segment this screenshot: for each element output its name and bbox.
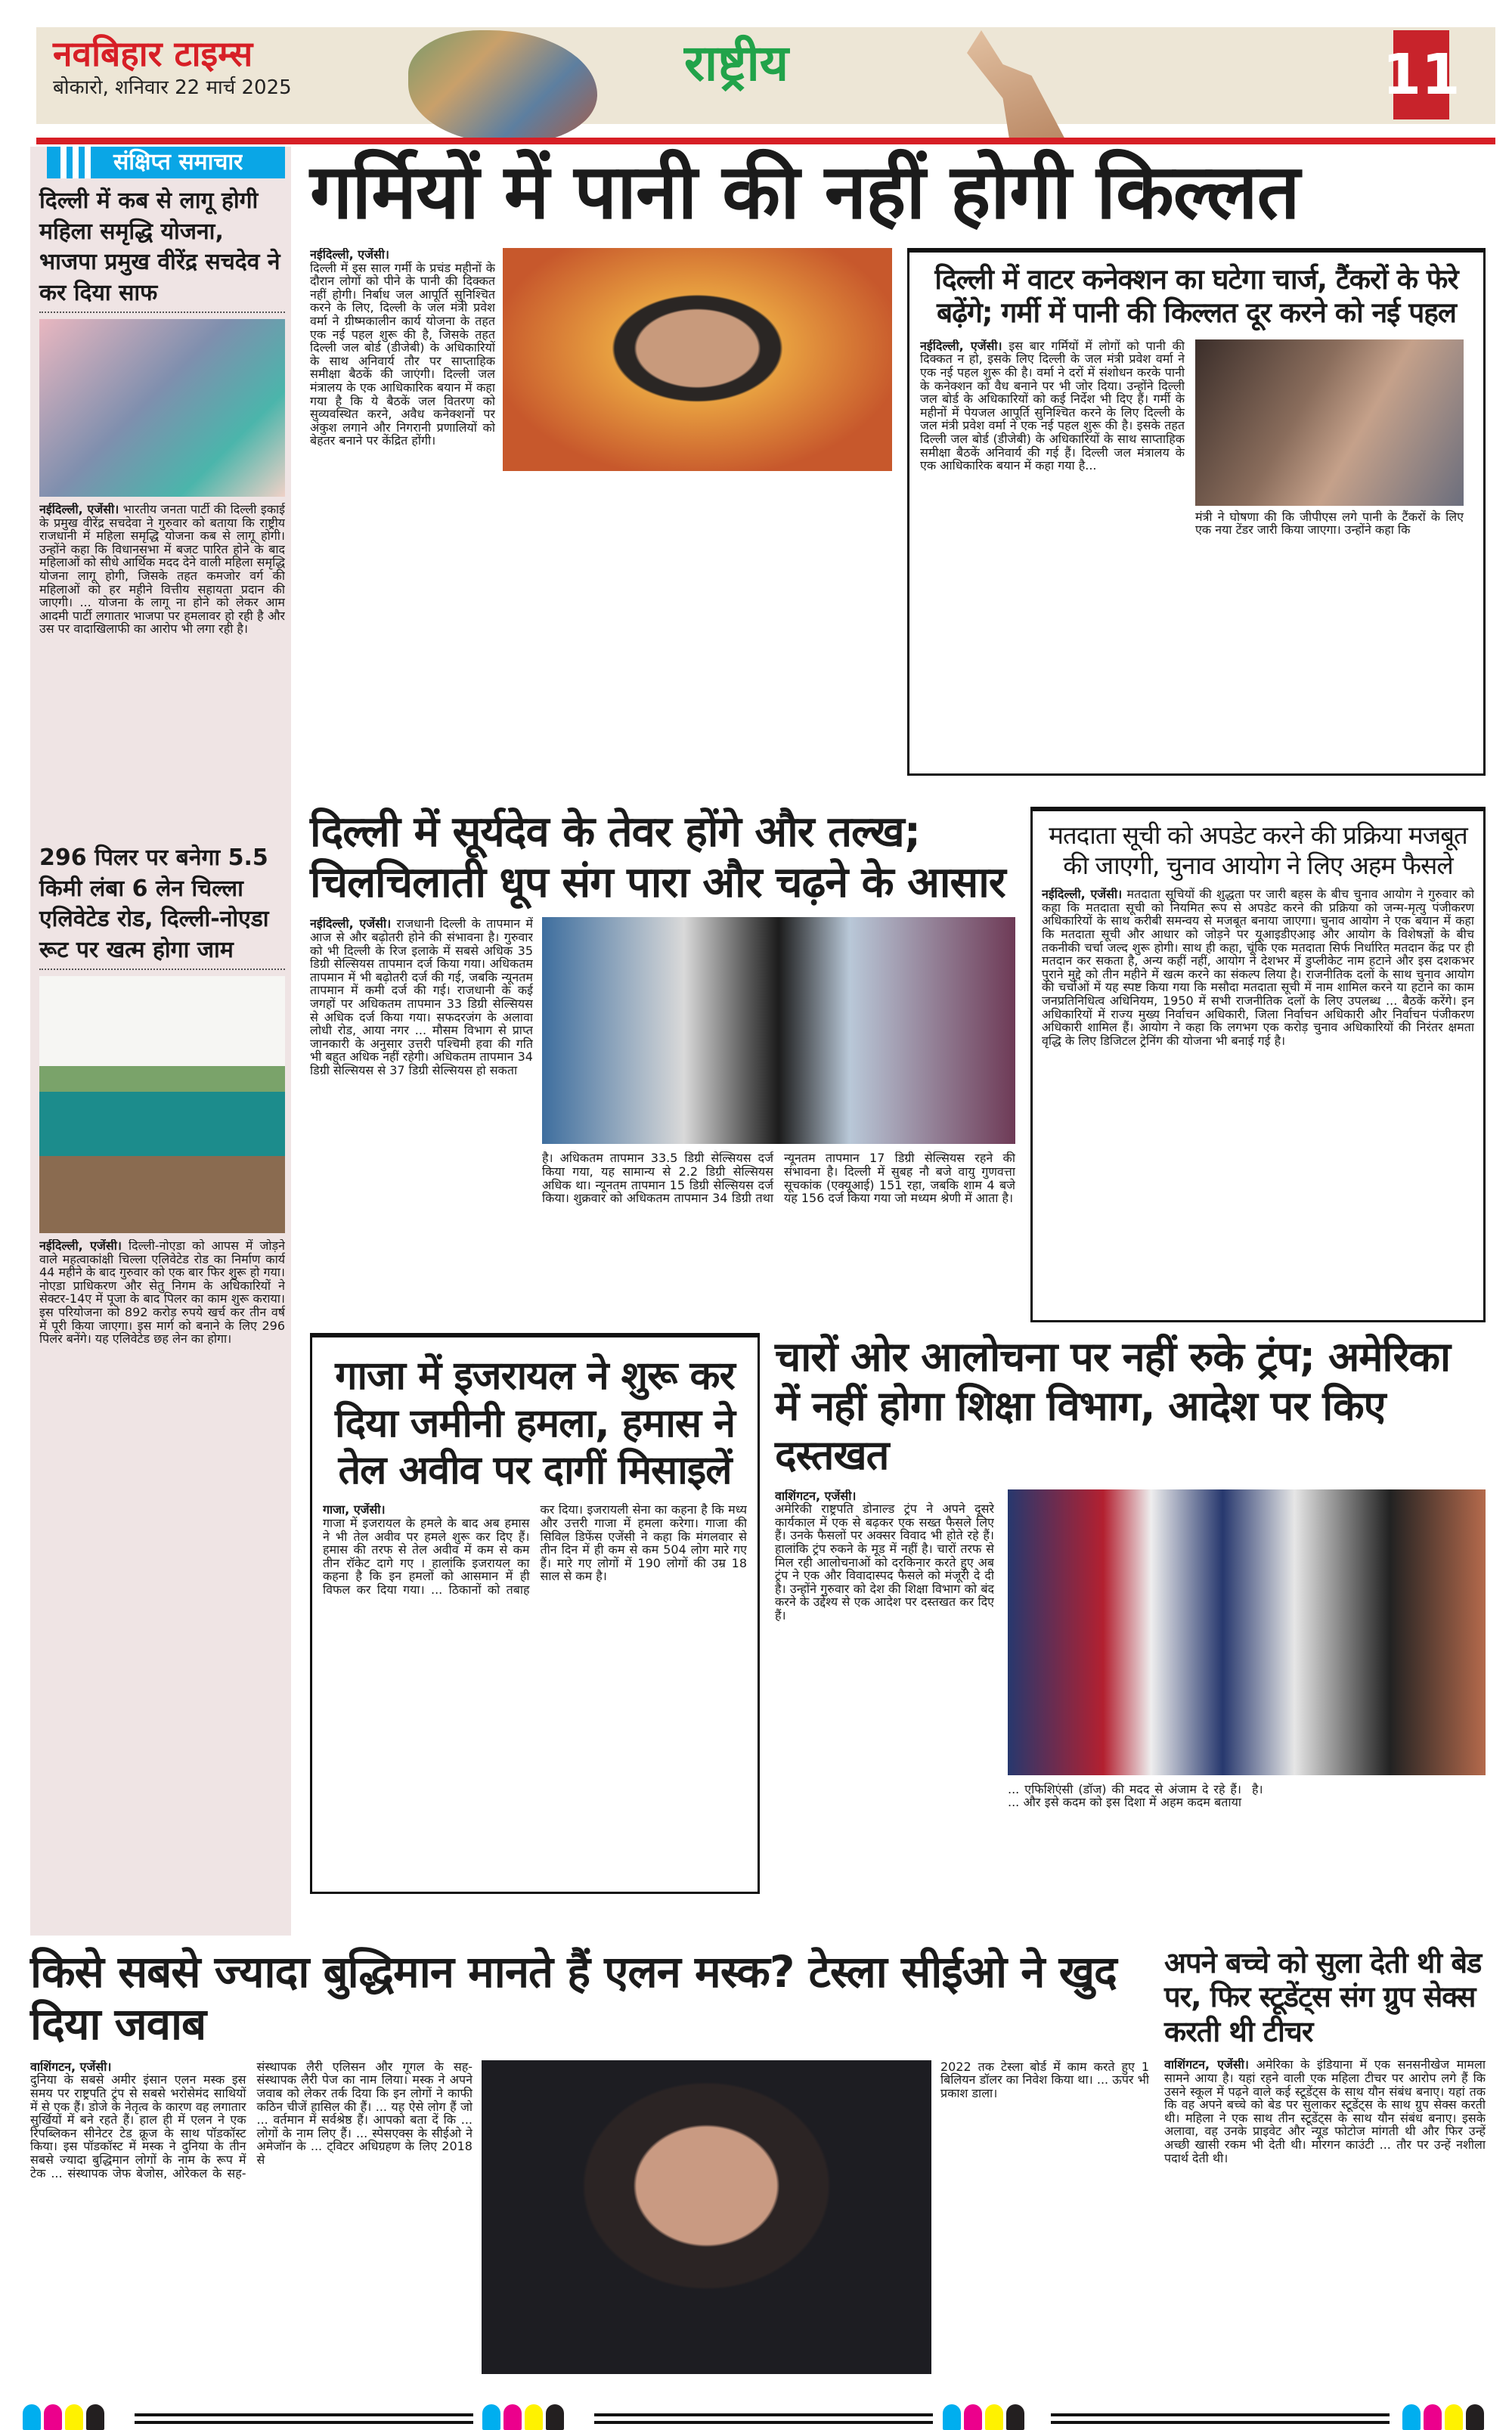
brief-body: दिल्ली-नोएडा को आपस में जोड़ने वाले महत्वाकांक्षी चिल्ला एलिवेटेड रोड का निर्माण कार्य 44 महीने के बाद गुरुवार को एक बार फिर शुरू हो गया। नोएडा प्राधिकरण और सेतु निगम के अधिकारियों ने सेक्टर-14ए में पूजा के बाद पिलर का काम शुरू कराया। इस परियोजना को 892 करोड़ रुपये खर्च कर तीन वर्ष में पूरी किया जाएगा। इस मार्ग को बनाने के लिए 296 पिलर बनेंगे। यह एलिवेटेड छह लेन का होगा। [39,1239,285,1347]
gaza-trump-row [310,1333,1486,1935]
trump-story-column [775,1489,994,1936]
weather-election-row [310,807,1486,1322]
musk-body: दुनिया के सबसे अमीर इंसान एलन मस्क इस समय पर राष्ट्रपति ट्रंप से सबसे भरोसेमंद साथियों में से एक हैं। डोजे के नेतृत्व के कारण वह लगातार सुर्खियों में बने रहते हैं। हाल ही में एलन ने एक रिपब्लिकन सीनेटर टेड क्रूज के साथ पॉडकॉस्ट किया। इस पॉडकॉस्ट में मस्क ने दुनिया के तीन सबसे ज्यादा बुद्धिमान लोगों के नाम के रूप में टेक ... संस्थापक जेफ बेजोस, ओरेकल के सह-संस्थापक लैरी एलिसन और गूगल के सह-संस्थापक लैरी पेज का नाम लिया। मस्क ने अपने जवाब को लेकर तर्क दिया कि इन लोगों ने काफी कठिन चीजें हासिल की हैं। ... यह ऐसे लोग हैं जो ... वर्तमान में सर्वश्रेष्ठ हैं। आपको बता दें कि ... लोगों के नाम लिए हैं। ... स्पेसएक्स के सीईओ ने अमेजॉन के ... ट्विटर अधिग्रहण के लिए 2018 से [30,2060,472,2180]
lead-headline: गर्मियों में पानी की नहीं होगी किल्लत [310,147,1300,236]
parvesh-verma-photo [1195,339,1464,506]
water-connection-story [907,248,1486,776]
cmyk-registration-mark [1402,2404,1484,2430]
sidebar-header-stripes [60,147,91,178]
registration-bar [1051,2413,1390,2424]
trump-story-continued: ... एफिशिएंसी (डॉज) की मदद से अंजाम दे रहे हैं। ... और इसे कदम को इस दिशा में अहम कदम बताया है। [1008,1782,1263,1810]
water-story-headline: दिल्ली में वाटर कनेक्शन का घटेगा चार्ज, टैंकरों के फेरे बढ़ेंगे; गर्मी में पानी की किल्लत दूर करने को नई पहल [934,263,1458,330]
musk-story [30,1946,1149,2374]
weather-story-column [310,917,533,1295]
brief-story-1 [39,186,285,835]
election-dateline: नईदिल्ली, एजेंसी। [1042,888,1123,902]
water-minister-photo [503,248,892,471]
trump-signing-photo [1008,1489,1486,1775]
gaza-body: गाजा में इजरायल के हमले के बाद अब हमास ने भी तेल अवीव पर हमले शुरू कर दिए हैं। हमास की तरफ से तेल अवीव में कम से कम तीन रॉकेट दागे गए । हालांकि इजरायल का कहना है कि इन हमलों को आसमान में ही विफल कर दिया गया। ... ठिकानों को तबाह कर दिया। इजरायली सेना का कहना है कि मध्य और उत्तरी गाजा में हमला करेगा। गाजा की सिविल डिफेंस एजेंसी ने कहा कि मंगलवार से तीन दिन में ही कम से कम 504 लोग मारे गए हैं। मारे गए लोगों में 190 लोगों की उम्र 18 साल से कम है। [323,1503,747,1597]
weather-story [310,807,1015,1295]
sidebar-header: संक्षिप्त समाचार [113,149,243,175]
musk-story-continued: 2022 तक टेस्ला बोर्ड में काम करते हुए 1 बिलियन डॉलर का निवेश किया था। ... ऊपर भी प्रकाश डाला। [940,2060,1149,2100]
water-photo-caption: मंत्री ने घोषणा की कि जीपीएस लगे पानी के टैंकरों के लिए एक नया टेंडर जारी किया जाएगा। उन्होंने कहा कि [1195,509,1464,538]
teacher-story [1164,1946,1486,2361]
lead-story-continued [503,479,892,796]
registration-bar [135,2413,473,2424]
brief-dateline: नईदिल्ली, एजेंसी। [39,503,119,516]
water-body: इस बार गर्मियों में लोगों को पानी की दिक्कत न हो, इसके लिए दिल्ली के जल मंत्री प्रवेश वर्मा ने एक नई पहल शुरू की है। वर्मा ने दरों में संशोधन करके पानी के कनेक्शन को वैध बनाने पर भी जोर दिया। उन्होंने दिल्ली जल बोर्ड के अधिकारियों को कई निर्देश भी दिए हैं। गर्मी के महीनों में पेयजल आपूर्ति सुनिश्चित करने के लिए दिल्ली के जल मंत्री प्रवेश वर्मा ने एक नई पहल शुरू की है। इसके तहत दिल्ली जल बोर्ड (डीजेबी) के अधिकारियों के साथ साप्ताहिक समीक्षा बैठकें अनिवार्य की गई हैं। दिल्ली जल मंत्रालय के एक आधिकारिक बयान में कहा गया है... [920,339,1185,473]
main-columns [310,147,1486,1936]
brief-story-2 [39,843,285,1602]
women-in-heat-photo [542,917,1015,1144]
registration-bar [594,2413,933,2424]
lead-dateline: नईदिल्ली, एजेंसी। [310,248,389,262]
page-body [30,147,1486,2374]
trump-story [775,1333,1486,1935]
gaza-dateline: गाजा, एजेंसी। [323,1503,386,1517]
teacher-headline: अपने बच्चे को सुला देती थी बेड पर, फिर स्टूडेंट्स संग ग्रुप सेक्स करती थी टीचर [1164,1945,1482,2048]
weather-body: राजधानी दिल्ली के तापमान में आज से और बढ़ोतरी होने की संभावना है। गुरुवार को भी दिल्ली के रिज इलाके में सबसे अधिक 35 डिग्री सेल्सियस तापमान दर्ज किया गया। अधिकतम तापमान में भी बढ़ोतरी दर्ज की गई, जबकि न्यूनतम तापमान में कमी दर्ज की गई। राजधानी के कई जगहों पर अधिकतम तापमान 33 डिग्री सेल्सियस से अधिक दर्ज किया गया। सफदरजंग के अलावा लोधी रोड, आया नगर ... मौसम विभाग से प्राप्त जानकारी के अनुसार उत्तरी पश्चिमी हवा की गति भी बहुत अधिक नहीं रहेगी। अधिकतम तापमान 34 डिग्री सेल्सियस से 37 डिग्री सेल्सियस हो सकता [310,917,533,1077]
bottom-section [30,1946,1486,2374]
gaza-story [310,1333,760,1894]
brief-dateline: नईदिल्ली, एजेंसी। [39,1239,122,1253]
cmyk-registration-mark [482,2404,564,2430]
weather-headline: दिल्ली में सूर्यदेव के तेवर होंगे और तल्ख; चिलचिलाती धूप संग पारा और चढ़ने के आसार [310,807,1005,908]
teacher-body: अमेरिका के इंडियाना में एक सनसनीखेज मामला सामने आया है। यहां रहने वाली एक महिला टीचर पर आरोप लगे हैं कि उसने स्कूल में पढ़ने वाले कई स्टूडेंट्स के साथ यौन संबंध बनाए। यहां तक कि वह अपने बच्चे को बेड पर सुलाकर स्टूडेंट्स के साथ ग्रुप सेक्स करती थी। महिला ने एक साथ तीन स्टूडेंट्स के साथ यौन संबंध बनाए। इसके अलावा, वह उनके प्राइवेट और न्यूड फोटोज मांगती थी और फिर उन्हें अच्छी खासी रकम भी देती थी। मोरगन काउंटी ... तौर पर उन्हें नशीला पदार्थ देती थी। [1164,2058,1486,2165]
teacher-dateline: वाशिंगटन, एजेंसी। [1164,2058,1249,2072]
brief-photo [39,319,285,497]
election-body: मतदाता सूचियों की शुद्धता पर जारी बहस के बीच चुनाव आयोग ने गुरुवार को कहा कि मतदाता सूची को नियमित रूप से अपडेट करने की प्रक्रिया को जन्म-मृत्यु पंजीकरण अधिकारियों के साथ करीबी समन्वय से मजबूत बनाया जाएगा। चुनाव आयोग ने एक बयान में कहा कि मतदाता सूची और आधार को जोड़ने पर यूआइडीएआइ और आयोग के विशेषज्ञों के बीच तकनीकी चर्चा जल्द शुरू होगी। साथ ही कहा, चूंकि एक मतदाता सिर्फ निर्धारित मतदान केंद्र पर ही मतदान कर सकता है, अन्य कहीं नहीं, आयोग ने देशभर में डुप्लीकेट नाम हटाने और इस दशकभर पुराने मुद्दे को तीन महीने में खत्म करने का संकल्प लिया है। राजनीतिक दलों के साथ चुनाव आयोग की चर्चाओं में यह स्पष्ट किया गया कि मसौदा मतदाता सूची में नाम शामिल करने या हटाने का काम जनप्रतिनिधित्व अधिनियम, 1950 में सभी राजनीतिक दलों के लिए उपलब्ध ... बैठकें करेंगे। इन अधिकारियों में राज्य मुख्य निर्वाचन अधिकारी, जिला निर्वाचन अधिकारी और निर्वाचन पंजीकरण अधिकारी शामिल हैं। आयोग ने कहा कि लगभग एक करोड़ चुनाव अधिकारियों की निरंतर क्षमता वृद्धि के लिए डिजिटल ट्रेनिंग की योजना भी बनाई गई है। [1042,888,1474,1048]
lead-row [310,248,1486,796]
section-title: राष्ट्रीय [684,34,789,92]
weather-dateline: नईदिल्ली, एजेंसी। [310,917,392,931]
upper-section [30,147,1486,1936]
cmyk-registration-mark [23,2404,104,2430]
trump-body: अमेरिकी राष्ट्रपति डोनाल्ड ट्रंप ने अपने दूसरे कार्यकाल में एक से बढ़कर एक सख्त फैसले लिए हैं। उनके फैसलों पर अक्सर विवाद भी होते रहे हैं। हालांकि ट्रंप रुकने के मूड में नहीं है। चारों तरफ से मिल रही आलोचनाओं को दरकिनार करते हुए अब ट्रंप ने एक और विवादास्पद फैसले को मंजूरी दे दी है। उन्होंने गुरुवार को देश की शिक्षा विभाग को बंद करने के उद्देश्य से एक आदेश पर दस्तखत कर दिए हैं। [775,1502,994,1623]
brief-headline: 296 पिलर पर बनेगा 5.5 किमी लंबा 6 लेन चिल्ला एलिवेटेड रोड, दिल्ली-नोएडा रूट पर खत्म होगा जाम [39,843,285,970]
election-headline: मतदाता सूची को अपडेट करने की प्रक्रिया मजबूत की जाएगी, चुनाव आयोग ने लिए अहम फैसले [1049,820,1467,880]
musk-headline: किसे सबसे ज्यादा बुद्धिमान मानते हैं एलन मस्क? टेस्ला सीईओ ने खुद दिया जवाब [30,1945,1117,2050]
cmyk-registration-mark [943,2404,1024,2430]
news-brief-sidebar [30,147,291,1936]
masthead-divider [36,138,1495,144]
brief-body: भारतीय जनता पार्टी की दिल्ली इकाई के प्रमुख वीरेंद्र सचदेवा ने गुरुवार को बताया कि राष्ट्रीय राजधानी में महिला समृद्धि योजना कब से लागू होगी। उन्होंने कहा कि विधानसभा में बजट पारित होने के बाद महिलाओं को सीधे आर्थिक मदद देने वाली महिला समृद्धि योजना लागू होगी, जिसके तहत कमजोर वर्ग की महिलाओं को हर महीने वित्तीय सहायता प्रदान की जाएगी। ... योजना के लागू ना होने को लेकर आम आदमी पार्टी लगातार भाजपा पर हमलावर हो रही है और उस पर वादाखिलाफी का आरोप भी लगा रही है। [39,503,285,637]
trump-headline: चारों ओर आलोचना पर नहीं रुके ट्रंप; अमेरिका में नहीं होगा शिक्षा विभाग, आदेश पर किए दस्तखत [775,1333,1451,1479]
musk-dateline: वाशिंगटन, एजेंसी। [30,2060,112,2074]
elon-musk-photo [482,2060,931,2374]
gaza-headline: गाजा में इजरायल ने शुरू कर दिया जमीनी हमला, हमास ने तेल अवीव पर दागीं मिसाइलें [335,1353,735,1493]
trump-dateline: वाशिंगटन, एजेंसी। [775,1489,857,1503]
water-dateline: नईदिल्ली, एजेंसी। [920,339,1002,353]
issue-dateline: बोकारो, शनिवार 22 मार्च 2025 [53,76,292,100]
brief-headline: दिल्ली में कब से लागू होगी महिला समृद्धि योजना, भाजपा प्रमुख वीरेंद्र सचदेव ने कर दिया साफ [39,186,285,313]
lead-body: दिल्ली में इस साल गर्मी के प्रचंड महीनों के दौरान लोगों को पीने के पानी की दिक्कत नहीं होगी। निर्बाध जल आपूर्ति सुनिश्चित करने के लिए, दिल्ली के जल मंत्री प्रवेश वर्मा ने ग्रीष्मकालीन कार्य योजना के तहत एक नई पहल शुरू की है, जिसके तहत दिल्ली जल बोर्ड (डीजेबी) के अधिकारियों के साथ अनिवार्य तौर पर साप्ताहिक समीक्षा बैठकें की जाएंगी। दिल्ली जल मंत्रालय के एक आधिकारिक बयान में कहा गया है कि ये बैठकें जल वितरण को सुव्यवस्थित करने, अवैध कनेक्शनों पर अंकुश लगाने और निगरानी प्रणालियों को बेहतर बनाने पर केंद्रित होंगी। [310,260,495,448]
election-story [1030,807,1486,1322]
construction-photo [39,976,285,1233]
weather-story-continued: है। अधिकतम तापमान 33.5 डिग्री सेल्सियस दर्ज किया गया, यह सामान्य से 2.2 डिग्री सेल्सियस अधिक था। न्यूनतम तापमान 15 डिग्री सेल्सियस दर्ज किया। शुक्रवार को अधिकतम तापमान 34 डिग्री तथा न्यूनतम तापमान 17 डिग्री सेल्सियस रहने की संभावना है। दिल्ली में सुबह नौ बजे वायु गुणवत्ता सूचकांक (एक्यूआई) 151 रहा, जबकि शाम 4 बजे यह 156 दर्ज किया गया जो मध्यम श्रेणी में आता है। [542,1151,1015,1206]
lead-story-column [310,248,495,792]
masthead-brand [53,33,292,100]
newspaper-logo: नवबिहार टाइम्स [53,33,253,74]
musk-story-columns [30,2060,472,2374]
page-number: 11 [1393,30,1449,119]
